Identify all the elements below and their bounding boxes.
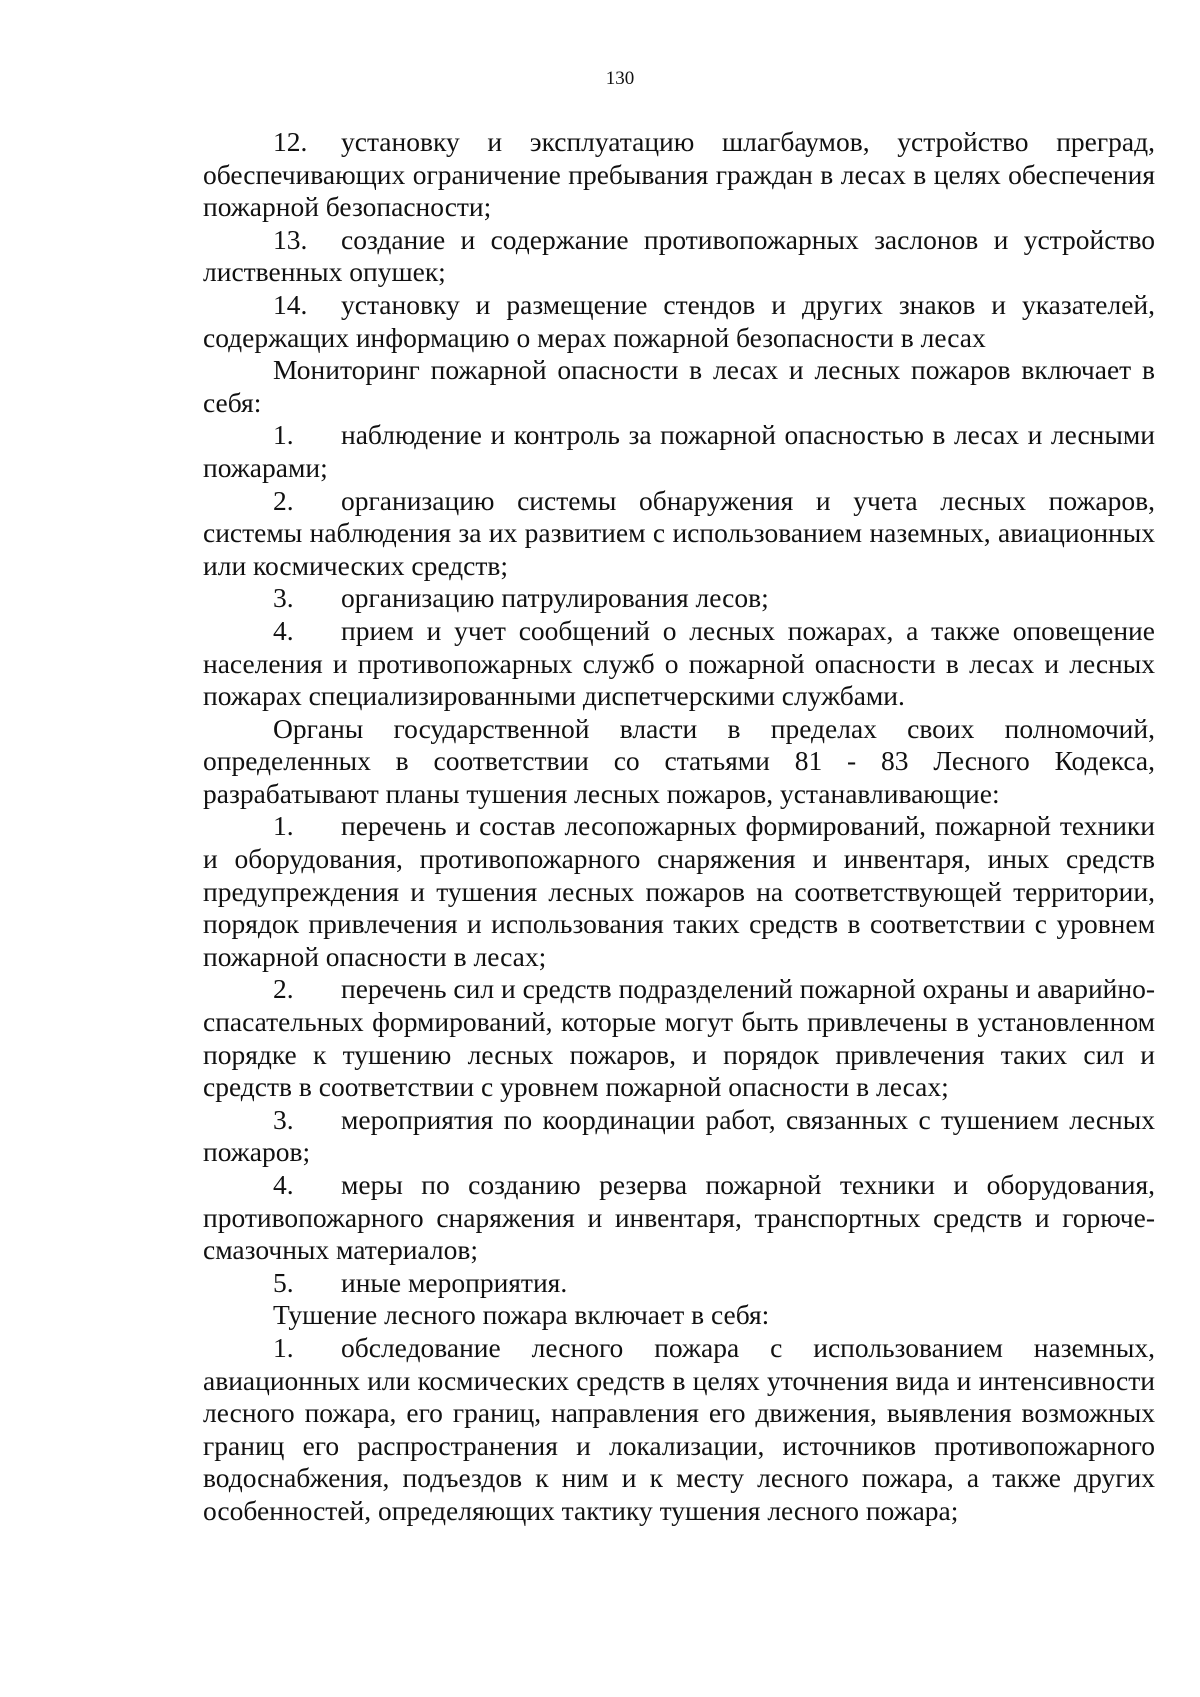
- extinguishing-intro: Тушение лесного пожара включает в себя:: [273, 1299, 770, 1331]
- list-item-13: [203, 224, 1155, 289]
- item-number: 3.: [273, 1103, 294, 1135]
- monitoring-item-4: [203, 615, 1155, 713]
- item-text: установку и эксплуатацию шлагбаумов, устройство преград, обеспечивающих ограничение пребывания граждан в лесах в целях обеспечения пожарной безопасности;: [203, 126, 1155, 223]
- plan-item-1: [203, 810, 1155, 973]
- monitoring-intro: Мониторинг пожарной опасности в лесах и лесных пожаров включает в себя:: [203, 354, 1155, 418]
- item-number: 4.: [273, 1169, 294, 1200]
- extinguishing-item-1: [203, 1332, 1155, 1528]
- plan-item-2: [203, 973, 1155, 1103]
- plan-item-4: [203, 1169, 1155, 1267]
- item-text: наблюдение и контроль за пожарной опасностью в лесах и лесными пожарами;: [203, 419, 1155, 483]
- document-body: [203, 126, 1155, 1528]
- item-number: 2.: [273, 973, 294, 1005]
- item-number: 2.: [273, 484, 294, 516]
- list-item-14: [203, 289, 1155, 354]
- page-number: 130: [605, 68, 635, 89]
- plan-item-5: [203, 1267, 1155, 1300]
- item-text: организацию системы обнаружения и учета лесных пожаров, системы наблюдения за их развитием с использованием наземных, авиационных или космических средств;: [203, 484, 1155, 581]
- item-text: иные мероприятия.: [341, 1266, 568, 1298]
- item-number: 1.: [273, 419, 294, 451]
- item-text: перечень и состав лесопожарных формирований, пожарной техники и оборудования, противопожарного снаряжения и инвентаря, иных средств предупреждения и тушения лесных пожаров на соответствующей территории, порядок привлечения и использования таких средств в соответствии с уровнем пожарной опасности в лесах;: [203, 810, 1155, 972]
- plan-item-3: [203, 1104, 1155, 1169]
- item-text: перечень сил и средств подразделений пожарной охраны и аварийно-спасательных формирований, которые могут быть привлечены в установленном порядке к тушению лесных пожаров, и порядок привлечения таких сил и средств в соответствии с уровнем пожарной опасности в лесах;: [203, 973, 1155, 1103]
- item-text: мероприятия по координации работ, связанных с тушением лесных пожаров;: [203, 1103, 1155, 1168]
- item-text: меры по созданию резерва пожарной техники и оборудования, противопожарного снаряжения и инвентаря, транспортных средств и горюче-смазочных материалов;: [203, 1169, 1155, 1266]
- item-number: 13.: [273, 223, 308, 255]
- item-text: организацию патрулирования лесов;: [341, 582, 769, 614]
- item-number: 4.: [273, 614, 294, 646]
- authorities-intro: Органы государственной власти в пределах своих полномочий, определенных в соответствии со статьями 81 - 83 Лесного Кодекса, разрабатывают планы тушения лесных пожаров, устанавливающие:: [203, 712, 1155, 809]
- item-number: 1.: [273, 1331, 294, 1363]
- item-text: прием и учет сообщений о лесных пожарах, а также оповещение населения и противопожарных служб о пожарной опасности в лесах и лесных пожарах специализированными диспетчерскими службами.: [203, 614, 1155, 712]
- monitoring-item-1: [203, 419, 1155, 484]
- item-number: 14.: [273, 288, 308, 320]
- item-text: создание и содержание противопожарных заслонов и устройство лиственных опушек;: [203, 223, 1155, 288]
- item-number: 12.: [273, 126, 308, 157]
- monitoring-item-2: [203, 485, 1155, 583]
- item-number: 1.: [273, 810, 294, 842]
- item-text: обследование лесного пожара с использованием наземных, авиационных или космических средств в целях уточнения вида и интенсивности лесного пожара, его границ, направления его движения, выявления возможных границ его распространения и локализации, источников противопожарного водоснабжения, подъездов к ним и к месту лесного пожара, а также других особенностей, определяющих тактику тушения лесного пожара;: [203, 1331, 1155, 1526]
- item-text: установку и размещение стендов и других знаков и указателей, содержащих информацию о мерах пожарной безопасности в лесах: [203, 288, 1155, 353]
- item-number: 3.: [273, 582, 294, 614]
- monitoring-item-3: [203, 582, 1155, 615]
- list-item-12: [203, 126, 1155, 224]
- item-number: 5.: [273, 1266, 294, 1298]
